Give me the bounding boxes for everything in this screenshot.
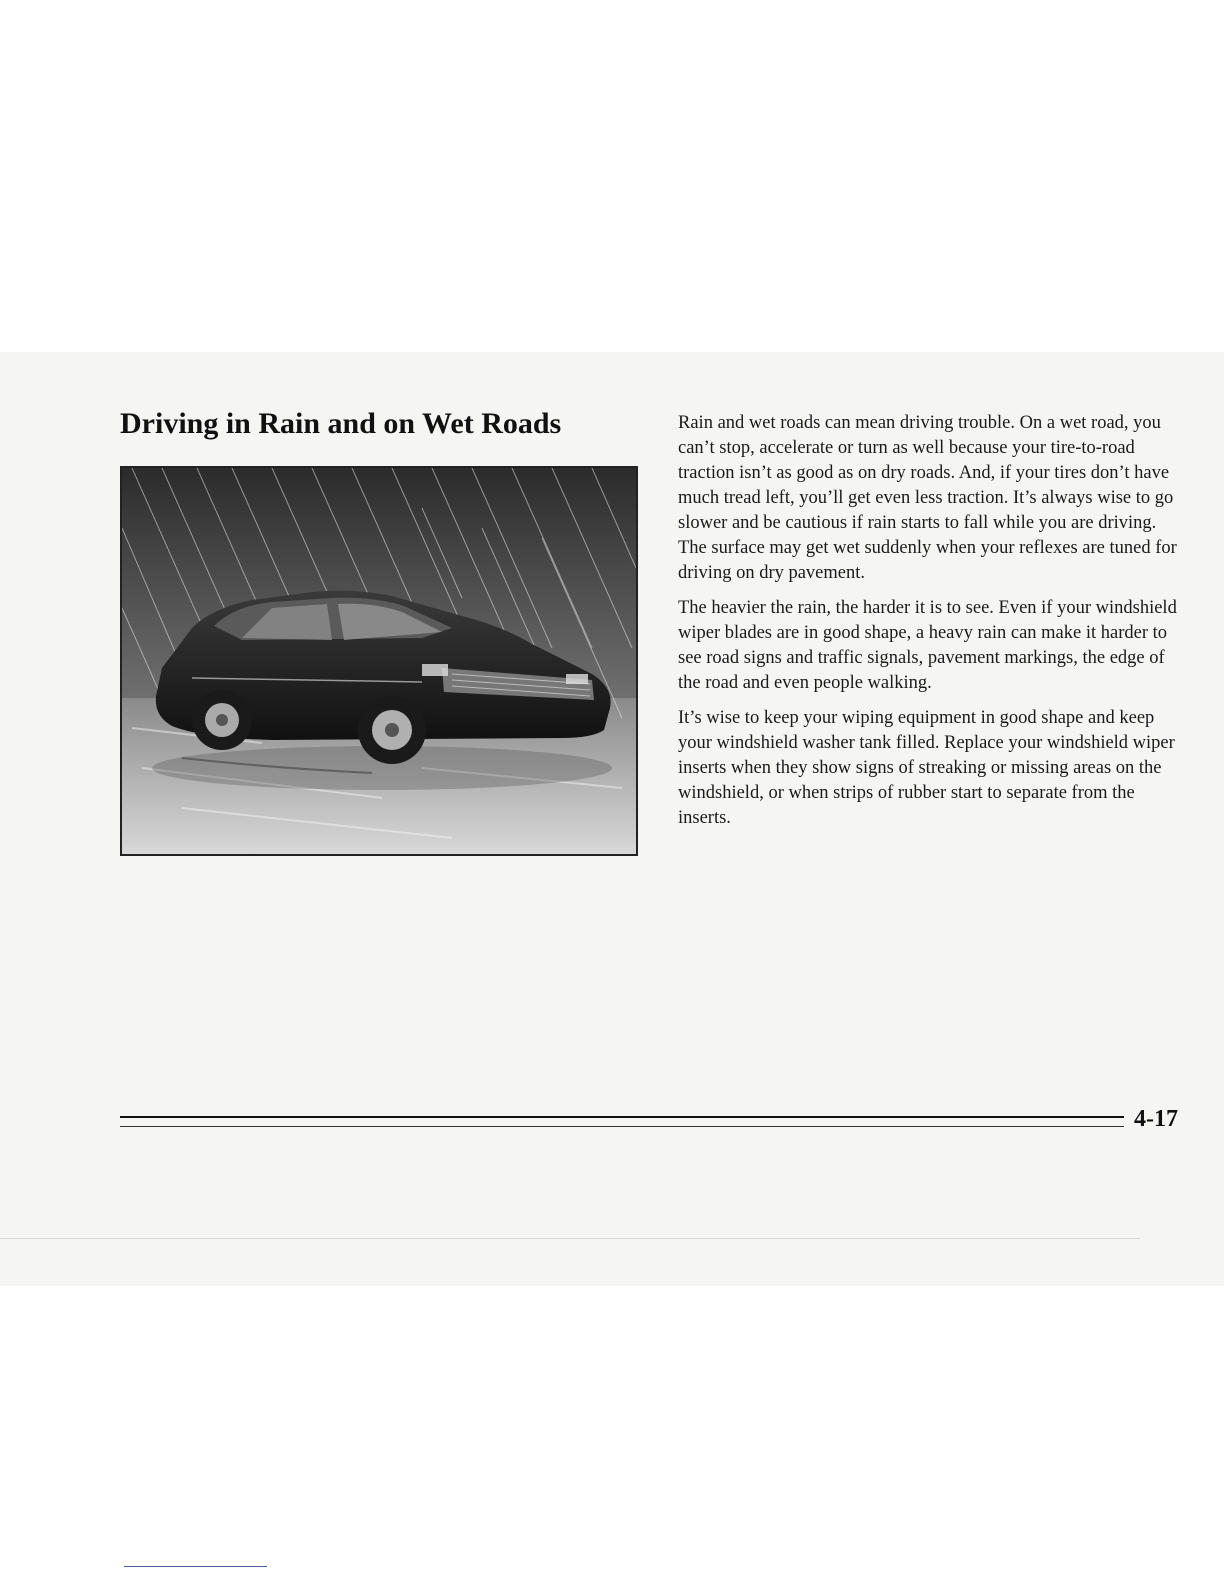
scan-edge-line bbox=[0, 1238, 1140, 1239]
body-text-column bbox=[678, 411, 1182, 841]
section-title: Driving in Rain and on Wet Roads bbox=[120, 407, 562, 440]
paragraph-wiper-maintenance: It’s wise to keep your wiping equipment in good shape and keep your windshield washer tank filled. Replace your windshield wiper inserts when they show signs of streaking or missing areas on the windshield, or when strips of rubber start to separate from the inserts. bbox=[678, 708, 1175, 828]
page-number: 4-17 bbox=[1134, 1106, 1178, 1132]
footer-rule-thick bbox=[120, 1116, 1124, 1118]
paragraph-traction: Rain and wet roads can mean driving trouble. On a wet road, you can’t stop, accelerate or turn as well because your tire-to-road traction isn’t as good as on dry roads. And, if your tires don’t have much tread left, you’ll get even less traction. It’s always wise to go slower and be cautious if rain starts to fall while you are driving. The surface may get wet suddenly when your reflexes are tuned for driving on dry pavement. bbox=[678, 413, 1177, 583]
footnote-separator bbox=[124, 1566, 267, 1567]
car-in-rain-illustration bbox=[120, 466, 638, 856]
paragraph-visibility: The heavier the rain, the harder it is to see. Even if your windshield wiper blades are in good shape, a heavy rain can make it harder to see road signs and traffic signals, pavement markings, the edge of the road and even people walking. bbox=[678, 598, 1177, 693]
footer-rule-thin bbox=[120, 1126, 1124, 1127]
